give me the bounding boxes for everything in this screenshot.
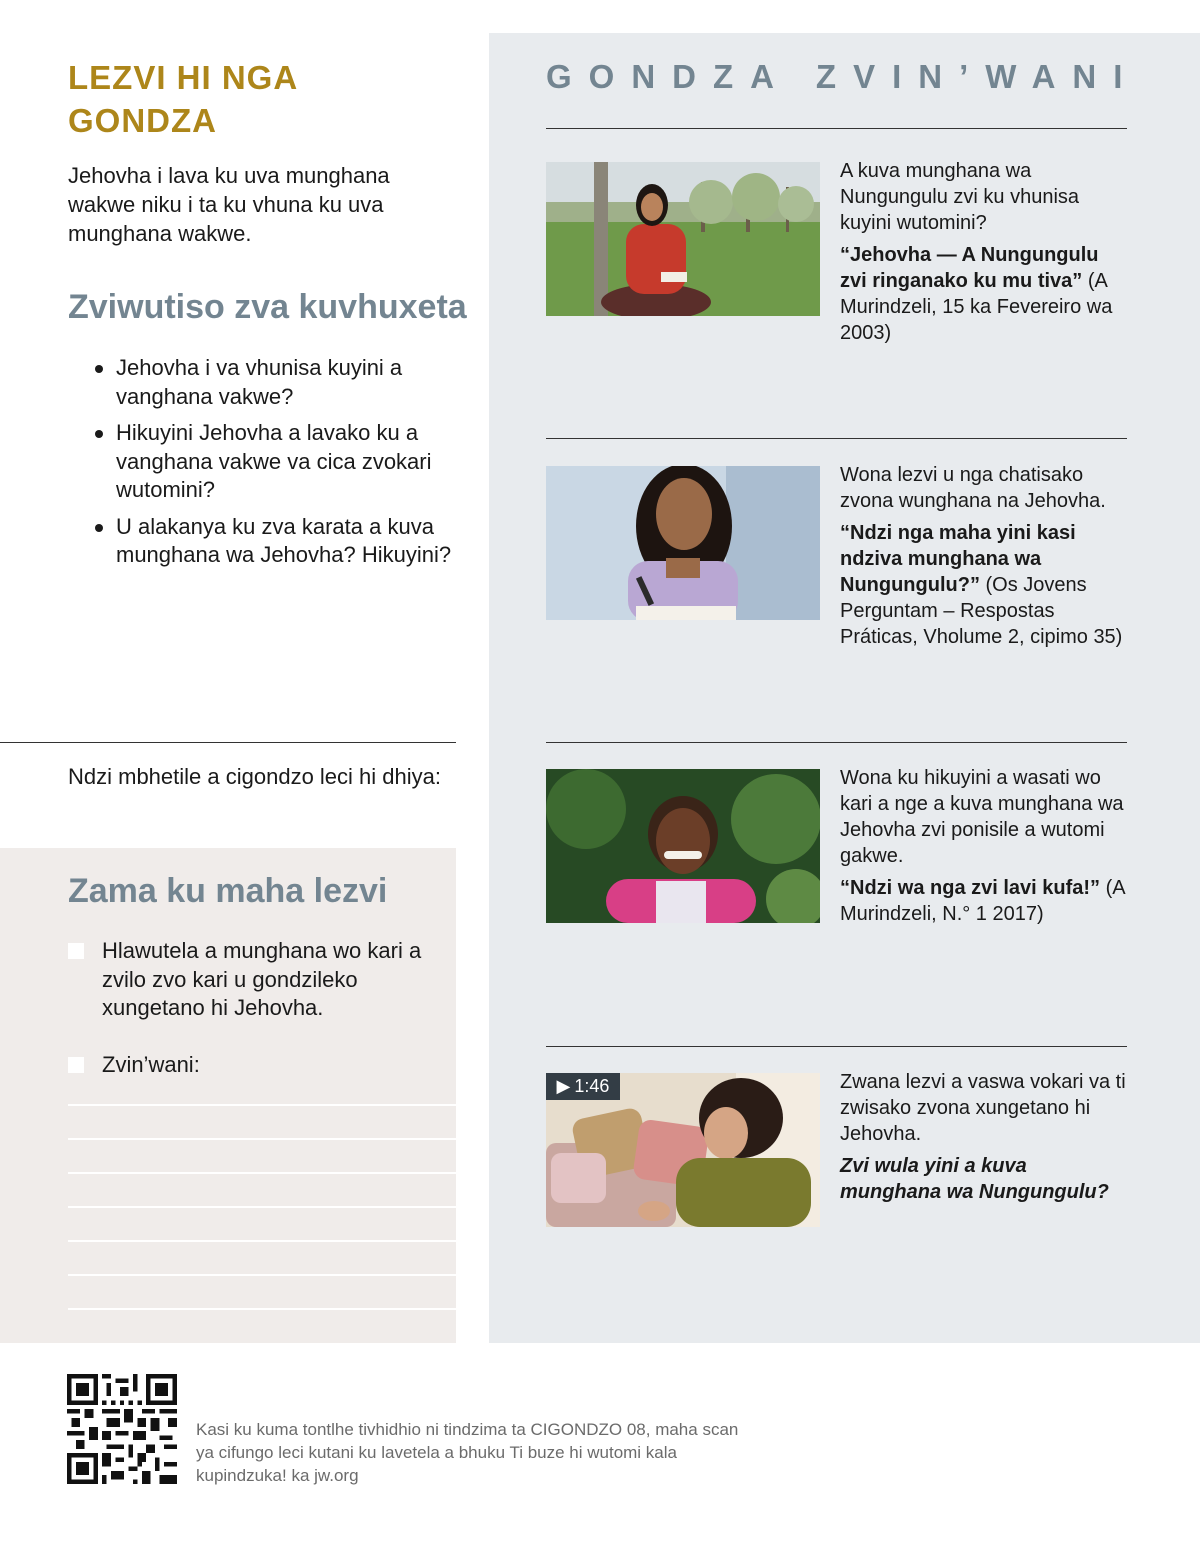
reference-title: “Jehovha — A Nungungulu zvi ringanako ku mu tiva” xyxy=(840,244,1099,292)
question-item: U alakanya ku zva karata a kuva munghana wa Jehovha? Hikuyini? xyxy=(68,513,458,570)
video-duration: 1:46 xyxy=(574,1076,610,1096)
photo-woman-orchard[interactable] xyxy=(546,162,820,316)
learn-title: LEZVI HI NGA GONDZA xyxy=(68,59,297,139)
divider xyxy=(546,438,1127,439)
question-item: Hikuyini Jehovha a lavako ku a vanghana vakwe va cica zvokari wutomini? xyxy=(68,419,458,505)
checkbox[interactable] xyxy=(68,943,84,959)
try-panel-background xyxy=(0,848,456,1343)
divider xyxy=(546,742,1127,743)
reference-title: Zvi wula yini a kuva munghana wa Nungungulu? xyxy=(840,1155,1109,1203)
explore-prompt: Wona ku hikuyini a wasati wo kari a nge a kuva munghana wa Jehovha zvi ponisile a wutomi gakwe. xyxy=(840,767,1124,867)
explore-reference[interactable] xyxy=(840,520,1130,650)
explore-item-text xyxy=(840,1069,1130,1211)
explore-item-text xyxy=(840,462,1130,656)
explore-item-text xyxy=(840,158,1130,352)
task-item xyxy=(68,1051,448,1080)
reference-title: “Ndzi wa nga zvi lavi kufa!” xyxy=(840,877,1101,899)
divider xyxy=(546,1046,1127,1047)
question-item: Jehovha i va vhunisa kuyini a vanghana vakwe? xyxy=(68,354,458,411)
writing-line[interactable] xyxy=(68,1206,456,1208)
questions-list xyxy=(68,354,458,578)
writing-line[interactable] xyxy=(68,1172,456,1174)
explore-prompt: Wona lezvi u nga chatisako zvona wunghana na Jehovha. xyxy=(840,464,1106,512)
photo-girl-reading[interactable] xyxy=(546,466,820,620)
divider xyxy=(546,128,1127,129)
task-item xyxy=(68,937,448,1023)
explore-reference[interactable] xyxy=(840,242,1130,346)
explore-prompt: A kuva munghana wa Nungungulu zvi ku vhunisa kuyini wutomini? xyxy=(840,160,1080,234)
video-duration-badge xyxy=(546,1073,620,1100)
explore-reference[interactable] xyxy=(840,875,1130,927)
writing-line[interactable] xyxy=(68,1104,456,1106)
checkbox[interactable] xyxy=(68,1057,84,1073)
reference-source: (A Murindzeli, 15 ka Fevereiro wa 2003) xyxy=(840,270,1113,344)
completion-note: Ndzi mbhetile a cigondzo leci hi dhiya: xyxy=(68,764,441,789)
explore-prompt: Zwana lezvi a vaswa vokari va ti zwisako zvona xungetano hi Jehovha. xyxy=(840,1071,1126,1145)
explore-item-text xyxy=(840,765,1130,933)
questions-title: Zviwutiso zva kuvhuxeta xyxy=(68,288,467,326)
play-icon: ▶ xyxy=(556,1076,571,1096)
writing-line[interactable] xyxy=(68,1308,456,1310)
task-label: Zvin’wani: xyxy=(102,1052,200,1077)
try-title: Zama ku maha lezvi xyxy=(68,872,388,910)
qr-code-icon[interactable] xyxy=(67,1374,177,1484)
photo-smiling-woman[interactable] xyxy=(546,769,820,923)
writing-line[interactable] xyxy=(68,1240,456,1242)
writing-line[interactable] xyxy=(68,1138,456,1140)
intro-text: Jehovha i lava ku uva munghana wakwe niku i ta ku vhuna ku uva munghana wakwe. xyxy=(68,163,390,246)
explore-reference[interactable] xyxy=(840,1153,1130,1205)
footer-note: Kasi ku kuma tontlhe tivhidhio ni tindzima ta CIGONDZO 08, maha scan ya cifungo leci kutani ku lavetela a bhuku Ti buze hi wutomi kala kupindzuka! ka jw.org xyxy=(196,1420,739,1485)
reference-source: (Os Jovens Perguntam – Respostas Práticas, Vholume 2, cipimo 35) xyxy=(840,574,1123,648)
writing-line[interactable] xyxy=(68,1274,456,1276)
explore-title: GONDZA ZVIN’WANI xyxy=(546,58,1140,95)
task-label: Hlawutela a munghana wo kari a zvilo zvo kari u gondzileko xungetano hi Jehovha. xyxy=(102,938,422,1020)
reference-title: “Ndzi nga maha yini kasi ndziva munghana wa Nungungulu?” xyxy=(840,522,1076,596)
reference-source: (A Murindzeli, N.° 1 2017) xyxy=(840,877,1125,925)
divider xyxy=(0,742,456,743)
